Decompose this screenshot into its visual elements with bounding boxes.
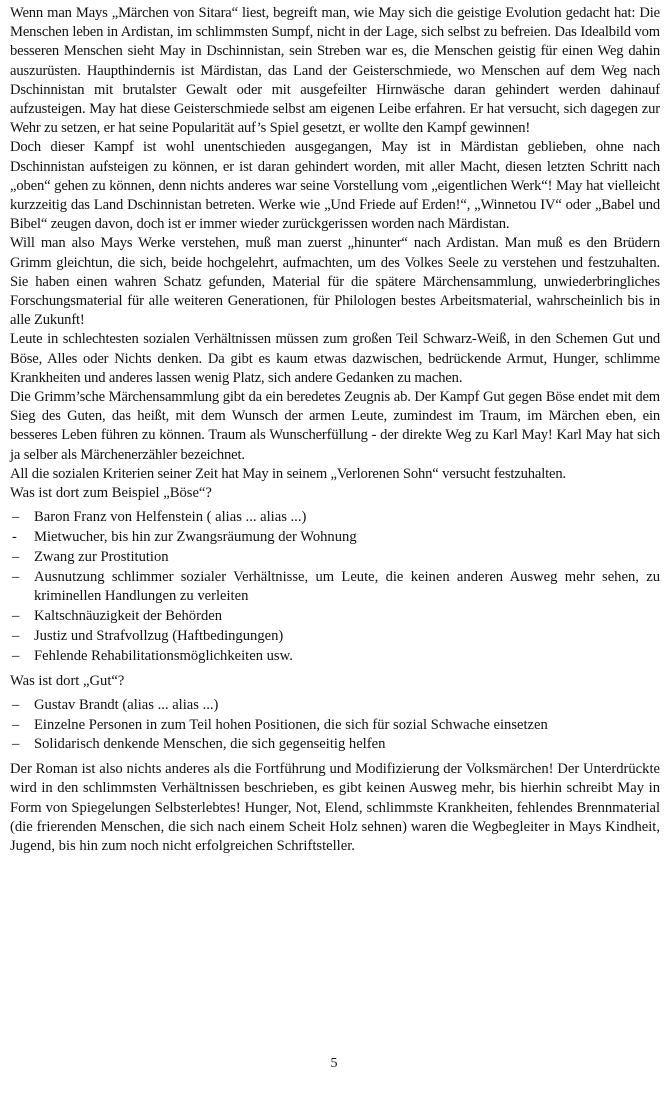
list-item	[10, 716, 660, 736]
list-item	[10, 508, 660, 528]
list-item	[10, 528, 660, 548]
list-item-text: Ausnutzung schlimmer sozialer Verhältnisse, um Leute, die keinen anderen Ausweg mehr sehen, zu kriminellen Handlungen zu verleiten	[34, 568, 660, 605]
dash-bullet: –	[12, 716, 20, 733]
paragraph-kampf: Doch dieser Kampf ist wohl unentschieden ausgegangen, May ist in Märdistan geblieben, ohne nach Dschinnistan aufsteigen zu können, er ist daran gehindert worden, mit aller Macht, diesen letzten Schritt nach „oben“ gehen zu können, denn nichts anderes war seine Vorstellung vom „eigentlichen Werk“! May hat vielleicht kurzzeitig das Land Dschinnistan betreten. Werke wie „Und Friede auf Erden!“, „Winnetou IV“ oder „Babel und Bibel“ zeugen davon, doch ist er immer wieder zurückgerissen worden nach Märdistan.	[10, 139, 660, 233]
bad-list	[10, 508, 660, 666]
list-item-text: Baron Franz von Helfenstein ( alias ... alias ...)	[34, 509, 307, 526]
list-item	[10, 548, 660, 568]
paragraph-roman: Der Roman ist also nichts anderes als die Fortführung und Modifizierung der Volksmärchen! Der Unterdrückte wird in den schlimmsten Verhältnissen beschrieben, es gibt keinen Ausweg mehr, bis hierhin schreibt May in Form von Spiegelungen Selbsterlebtes! Hunger, Not, Elend, schlimmste Krankheiten, fehlendes Brennmaterial (die frierenden Menschen, die sich nach einem Scheit Holz sehnen) waren die Wegbegleiter in Mays Kindheit, Jugend, bis hin zum noch nicht erfolgreichen Schriftsteller.	[10, 761, 660, 855]
list-item	[10, 568, 660, 608]
document-page	[10, 4, 660, 856]
list-item-text: Einzelne Personen in zum Teil hohen Positionen, die sich für sozial Schwache einsetzen	[34, 716, 548, 733]
list-item-text: Mietwucher, bis hin zur Zwangsräumung der Wohnung	[34, 529, 357, 546]
dash-bullet: –	[12, 509, 20, 526]
paragraph-maerchensammlung: Die Grimm’sche Märchensammlung gibt da ein beredetes Zeugnis ab. Der Kampf Gut gegen Böse endet mit dem Sieg des Guten, das heißt, mit dem Wunsch der armen Leute, zumindest im Traum, im Märchen eben, ein besseres Leben führen zu können. Traum als Wunscherfüllung - der direkte Weg zu Karl May! Karl May hat sich ja selber als Märchenerzähler bezeichnet.	[10, 389, 660, 463]
good-list	[10, 696, 660, 755]
dash-bullet: –	[12, 736, 20, 753]
dash-bullet: –	[12, 568, 20, 585]
dash-bullet: -	[12, 529, 17, 546]
list-item	[10, 627, 660, 647]
paragraph-verhaeltnisse: Leute in schlechtesten sozialen Verhältnissen müssen zum großen Teil Schwarz-Weiß, in den Schemen Gut und Böse, Alles oder Nichts denken. Da gibt es kaum etwas dazwischen, bedrückende Armut, Hunger, schlimme Krankheiten und anderes lassen wenig Platz, sich andere Gedanken zu machen.	[10, 331, 660, 386]
paragraph-grimm: Will man also Mays Werke verstehen, muß man zuerst „hinunter“ nach Ardistan. Man muß es den Brüdern Grimm gleichtun, die sich, beide hochgelehrt, aufmachten, um des Volkes Seele zu verstehen und festzuhalten. Sie haben einen wahren Schatz gefunden, Material für die spätere Märchensammlung, unwiederbringliches Forschungsmaterial für alle weiteren Generationen, für Philologen bestes Arbeitsmaterial, wahrscheinlich bis in alle Zukunft!	[10, 235, 660, 329]
list-item-text: Solidarisch denkende Menschen, die sich gegenseitig helfen	[34, 736, 386, 753]
list-item-text: Fehlende Rehabilitationsmöglichkeiten usw.	[34, 647, 293, 664]
list-item-text: Kaltschnäuzigkeit der Behörden	[34, 608, 223, 625]
question-boese: Was ist dort zum Beispiel „Böse“?	[10, 485, 212, 502]
dash-bullet: –	[12, 647, 20, 664]
paragraph-sitara: Wenn man Mays „Märchen von Sitara“ liest, begreift man, wie May sich die geistige Evolution gedacht hat: Die Menschen leben in Ardistan, im schlimmsten Sumpf, nicht in der Lage, sich selbst zu befreien. Das Idealbild vom besseren Menschen sieht May in Dschinnistan, sein Streben war es, die Menschen geistig für einen Weg dahin auszurüsten. Haupthindernis ist Märdistan, das Land der Geisterschmiede, wo Menschen auf dem Weg nach Dschinnistan mit brutalster Gewalt oder mit ausgefeilter Hirnwäsche daran gehindert werden dahinauf aufzusteigen. May hat diese Geisterschmiede selbst am eigenen Leibe erfahren. Er hat versucht, sich dagegen zur Wehr zu setzen, er hat seine Popularität auf’s Spiel gesetzt, er wollte den Kampf gewinnen!	[10, 5, 660, 137]
page-number: 5	[330, 1056, 338, 1071]
list-item-text: Gustav Brandt (alias ... alias ...)	[34, 696, 219, 713]
list-item	[10, 735, 660, 755]
list-item-text: Zwang zur Prostitution	[34, 548, 169, 565]
list-item	[10, 607, 660, 627]
paragraph-verlorener-sohn: All die sozialen Kriterien seiner Zeit hat May in seinem „Verlorenen Sohn“ versucht festzuhalten.	[10, 465, 567, 482]
dash-bullet: –	[12, 628, 20, 645]
dash-bullet: –	[12, 548, 20, 565]
list-item-text: Justiz und Strafvollzug (Haftbedingungen)	[34, 628, 284, 645]
list-item	[10, 647, 660, 667]
question-gut: Was ist dort „Gut“?	[10, 672, 125, 689]
list-item	[10, 696, 660, 716]
dash-bullet: –	[12, 696, 20, 713]
dash-bullet: –	[12, 608, 20, 625]
